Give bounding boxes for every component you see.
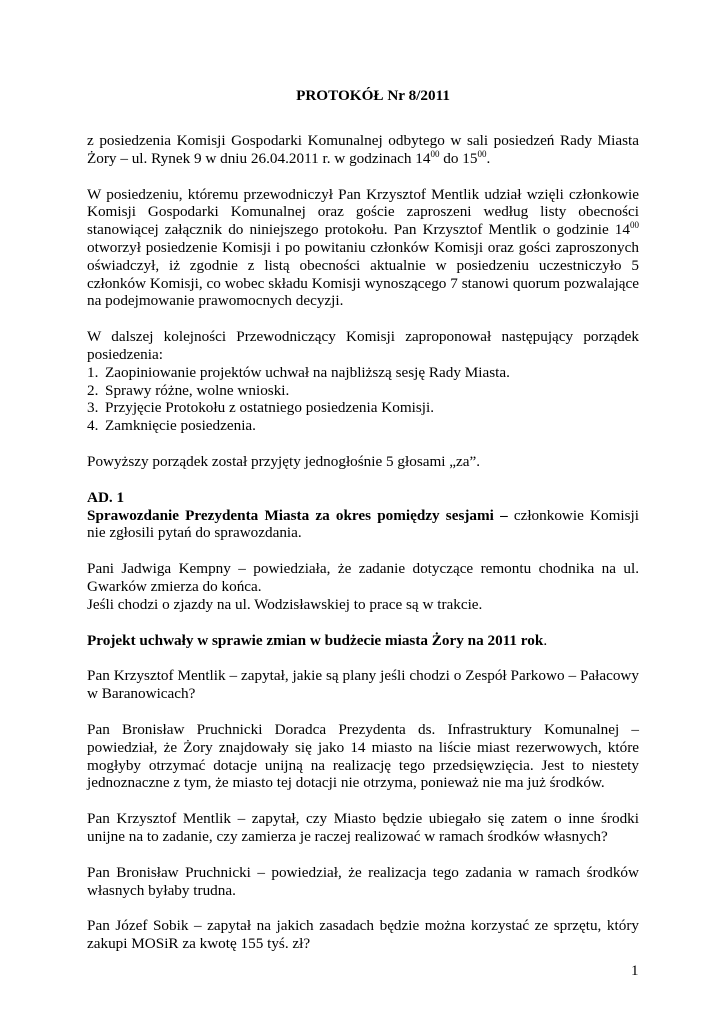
kempny-statement: Pani Jadwiga Kempny – powiedziała, że zadanie dotyczące remontu chodnika na ul. Gwarków zmierza do końca. xyxy=(87,560,639,595)
attendance-paragraph: W posiedzeniu, któremu przewodniczył Pan Krzysztof Mentlik udział wzięli członkowie Komisji Gospodarki Komunalnej oraz goście zaproszeni według listy obecności stanowiącej załącznik do niniejszego protokołu. Pan Krzysztof Mentlik o godzinie $14^{00}$ otworzył posiedzenie Komisji i po powitaniu członków Komisji oraz gości zaproszonych oświadczył, iż zgodnie z listą obecności aktualnie w posiedzeniu uczestniczyło 5 członków Komisji, co wobec składu Komisji wynoszącego 7 stanowi quorum pozwalające na podejmowanie prawomocnych decyzji. xyxy=(87,185,639,310)
agenda-item: 3. Przyjęcie Protokołu z ostatniego posiedzenia Komisji. xyxy=(87,399,434,417)
dialogue-paragraph: Pan Krzysztof Mentlik – zapytał, czy Miasto będzie ubiegało się zatem o inne środki unijne na to zadanie, czy zamierza je raczej realizować w ramach środków własnych? xyxy=(87,810,639,845)
dialogue-paragraph: Pan Bronisław Pruchnicki Doradca Prezydenta ds. Infrastruktury Komunalnej – powiedział, że Żory znajdowały się jako 14 miasto na liście miast rezerwowych, które mogłyby otrzymać dotacje unijną na realizację tego przedsięwzięcia. Jest to niestety jednoznaczne z tym, że miasto tej dotacji nie otrzyma, ponieważ nie ma już środków. xyxy=(87,720,639,792)
ad1-report-paragraph: Sprawozdanie Prezydenta Miasta za okres pomiędzy sesjami – członkowie Komisji nie zgłosili pytań do sprawozdania. xyxy=(87,506,639,542)
intro-paragraph: z posiedzenia Komisji Gospodarki Komunalnej odbytego w sali posiedzeń Rady Miasta Żory – ul. Rynek 9 w dniu 26.04.2011 r. w godzinach $14^{00}$ do $15^{00}$. xyxy=(87,132,639,167)
dialogue-paragraph: Pan Bronisław Pruchnicki – powiedział, że realizacja tego zadania w ramach środków własnych byłaby trudna. xyxy=(87,863,639,899)
agenda-list xyxy=(87,364,639,435)
dialogue-paragraph: Pan Józef Sobik – zapytał na jakich zasadach będzie można korzystać ze sprzętu, który zakupi MOSiR za kwotę 155 tyś. zł? xyxy=(87,917,639,953)
page-number: 1 xyxy=(631,963,639,979)
section-heading-ad1: AD. 1 xyxy=(87,488,125,506)
kempny-statement-cont: Jeśli chodzi o zjazdy na ul. Wodzisławskiej to prace są w trakcie. xyxy=(87,595,483,613)
agenda-approval: Powyższy porządek został przyjęty jednogłośnie 5 głosami „za”. xyxy=(87,452,481,470)
agenda-item: 1. Zaopiniowanie projektów uchwał na najbliższą sesję Rady Miasta. xyxy=(87,363,510,381)
agenda-lead: W dalszej kolejności Przewodniczący Komisji zaproponował następujący porządek posiedzenia: xyxy=(87,328,639,363)
document-title: PROTOKÓŁ Nr 8/2011 xyxy=(296,87,450,104)
dialogue-paragraph: Pan Krzysztof Mentlik – zapytał, jakie są plany jeśli chodzi o Zespół Parkowo – Pałacowy w Baranowicach? xyxy=(87,667,639,703)
agenda-item: 4. Zamknięcie posiedzenia. xyxy=(87,417,256,435)
budget-project-heading: Projekt uchwały w sprawie zmian w budżecie miasta Żory na 2011 rok. xyxy=(87,631,548,649)
agenda-item: 2. Sprawy różne, wolne wnioski. xyxy=(87,381,290,399)
document-body xyxy=(87,87,639,953)
